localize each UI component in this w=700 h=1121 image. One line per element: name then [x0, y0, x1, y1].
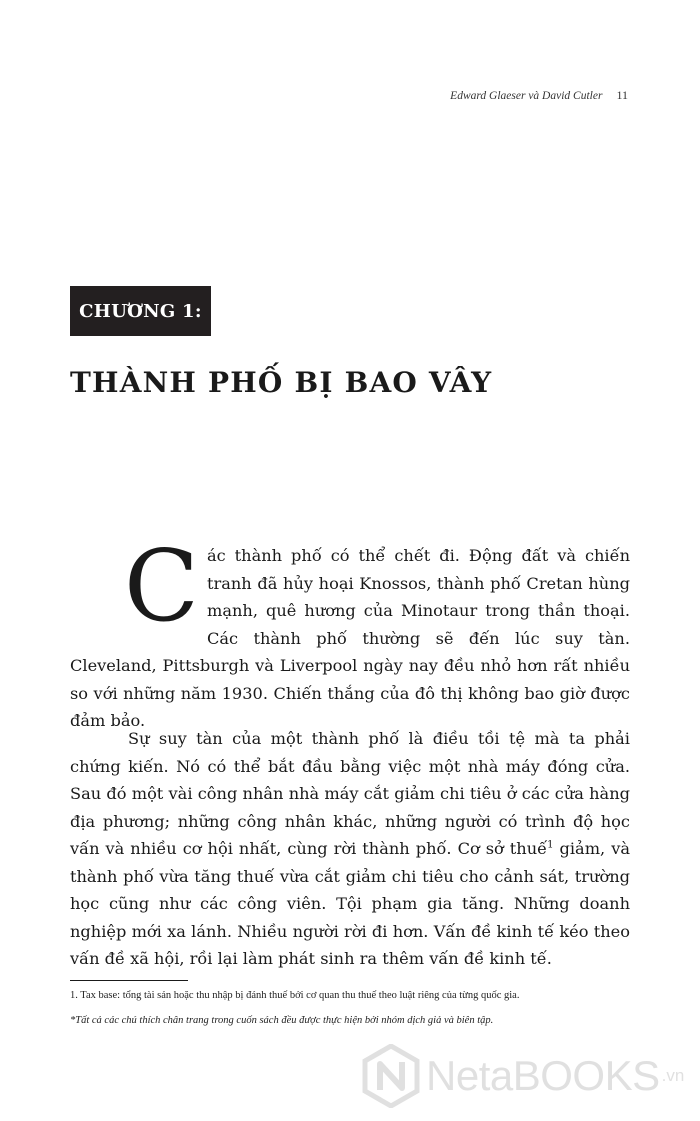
- chapter-label-box: [70, 286, 211, 336]
- editor-note: *Tất cả các chú thích chân trang trong cuốn sách đều được thực hiện bởi nhóm dịch giả và biên tập.: [70, 1015, 494, 1026]
- watermark-brand: NetaBOOKS: [426, 1052, 660, 1099]
- footnote-divider: [70, 980, 188, 981]
- paragraph-1-text: ác thành phố có thể chết đi. Động đất và chiến tranh đã hủy hoại Knossos, thành phố Cretan hùng mạnh, quê hương của Minotaur trong thần thoại. Các thành phố thường sẽ đến lúc suy tàn. Cleveland, Pittsburgh và Liverpool ngày nay đều nhỏ hơn rất nhiều so với những năm 1930. Chiến thắng của đô thị không bao giờ được đảm bảo.: [70, 546, 630, 730]
- chapter-label: CHƯƠNG 1:: [79, 300, 202, 322]
- paragraph-2-text-a: Sự suy tàn của một thành phố là điều tồi tệ mà ta phải chứng kiến. Nó có thể bắt đầu bằng việc một nhà máy đóng cửa. Sau đó một vài công nhân nhà máy cắt giảm chi tiêu ở các cửa hàng địa phương; những công nhân khác, những người có trình độ học vấn và nhiều cơ hội nhất, cùng rời thành phố. Cơ sở thuế: [70, 729, 630, 858]
- paragraph-2: [70, 725, 630, 973]
- chapter-title: THÀNH PHỐ BỊ BAO VÂY: [70, 366, 493, 399]
- watermark-suffix: .vn: [661, 1066, 685, 1085]
- drop-cap: C: [124, 530, 199, 644]
- paragraph-1: [70, 530, 630, 735]
- netabooks-logo-icon: [362, 1044, 420, 1108]
- watermark: [362, 1044, 684, 1108]
- running-head-authors: Edward Glaeser và David Cutler: [450, 90, 603, 102]
- footnote-ref[interactable]: 1: [547, 839, 554, 851]
- footnote-1: 1. Tax base: tổng tài sản hoặc thu nhập bị đánh thuế bởi cơ quan thu thuế theo luật riêng của từng quốc gia.: [70, 990, 520, 1001]
- page-number: 11: [616, 88, 628, 102]
- paragraph-2-text-b: giảm, và thành phố vừa tăng thuế vừa cắt giảm chi tiêu cho cảnh sát, trường học cũng như các công viên. Tội phạm gia tăng. Những doanh nghiệp mới xa lánh. Nhiều người rời đi hơn. Vấn đề kinh tế kéo theo vấn đề xã hội, rồi lại làm phát sinh ra thêm vấn đề kinh tế.: [70, 839, 631, 968]
- running-head: [450, 88, 628, 103]
